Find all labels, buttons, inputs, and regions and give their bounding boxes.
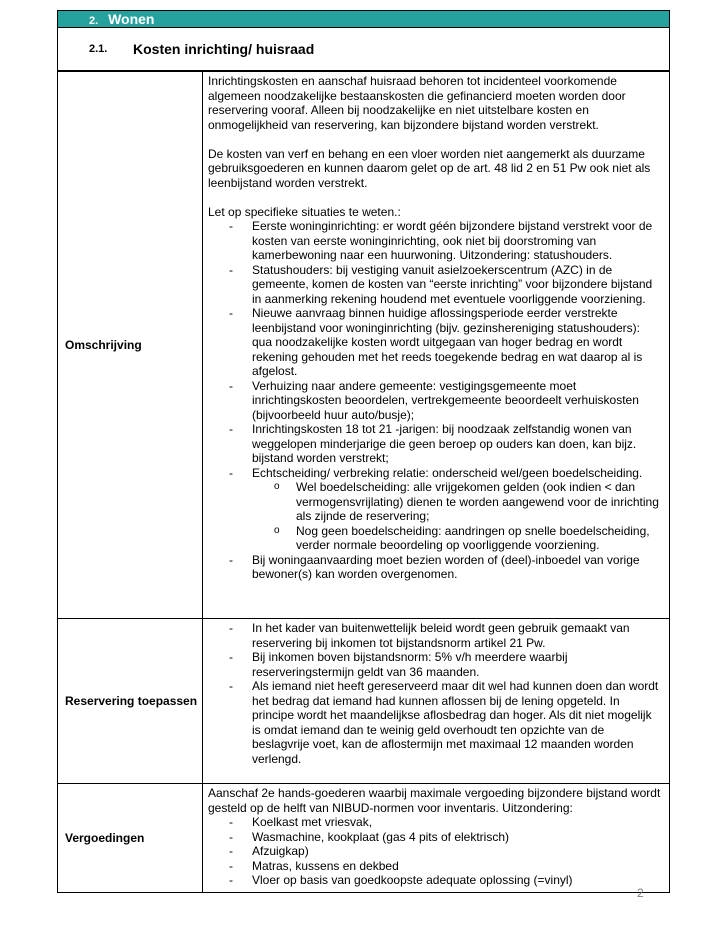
list-item: - Bij inkomen boven bijstandsnorm: 5% v/h meerdere waarbij reserveringstermijn geldt van 36 maanden.: [208, 650, 663, 679]
list-item: - Inrichtingskosten 18 tot 21 -jarigen: bij noodzaak zelfstandig wonen van weggelopen minderjarige die geen beroep op ouders kan doen, kan bijz. bijstand worden verstrekt;: [208, 422, 663, 466]
list-item: - Bij woningaanvaarding moet bezien worden of (deel)-inboedel van vorige bewoner(s) kan worden overgenomen.: [208, 553, 663, 582]
policy-table: [57, 71, 670, 893]
paragraph: Let op specifieke situaties te weten.:: [208, 204, 401, 219]
list-item: - Vloer op basis van goedkoopste adequate oplossing (=vinyl): [208, 873, 663, 888]
list-item: - Statushouders: bij vestiging vanuit asielzoekerscentrum (AZC) in de gemeente, komen de kosten van “eerste inrichting” voor bijzondere bijstand in aanmerking rekening houdend met eventuele voorliggende voorziening.: [208, 263, 663, 307]
sub-list-item: o Nog geen boedelscheiding: aandringen op snelle boedelscheiding, verder normale beoordeling op voorliggende voorziening.: [252, 524, 663, 553]
paragraph: De kosten van verf en behang en een vloer worden niet aangemerkt als duurzame gebruiksgoederen en kunnen daarom gelet op de art. 48 lid 2 en 51 Pw ook niet als leenbijstand worden verstrekt.: [208, 146, 651, 190]
table-row-omschrijving: [58, 72, 670, 619]
list-item: - Afzuigkap): [208, 844, 663, 859]
situation-list: [208, 219, 663, 582]
list-item: - Koelkast met vriesvak,: [208, 815, 663, 830]
row-label: Vergoedingen: [58, 784, 203, 893]
list-item: - Als iemand niet heeft gereserveerd maar dit wel had kunnen doen dan wordt het bedrag dat iemand had kunnen aflossen bij de lening opgeteld. In principe wordt het maandelijkse aflosbedrag dan hoger. Als dit niet mogelijk is omdat iemand dan te weinig geld overhoudt ten opzichte van de beslagvrije voet, kan de aflostermijn met maximaal 12 maanden worden verlengd.: [208, 679, 663, 766]
chapter-title: Wonen: [108, 11, 155, 27]
row-content: [203, 619, 670, 784]
row-content: [203, 784, 670, 893]
list-item-text: Echtscheiding/ verbreking relatie: onderscheid wel/geen boedelscheiding.: [252, 465, 643, 480]
list-item: - Eerste woninginrichting: er wordt géén bijzondere bijstand verstrekt voor de kosten van eerste woninginrichting, ook niet bij doorstroming van kamerbewoning naar een huurwoning. Uitzondering: statushouders.: [208, 219, 663, 263]
reservering-list: [208, 621, 663, 766]
sub-list-item: o Wel boedelscheiding: alle vrijgekomen gelden (ook indien < dan vermogensvrijlating) dienen te worden aangewend voor de inrichting als zijnde de reservering;: [252, 480, 663, 524]
paragraph: Aanschaf 2e hands-goederen waarbij maximale vergoeding bijzondere bijstand wordt gesteld op de helft van NIBUD-normen voor inventaris. Uitzondering:: [208, 786, 661, 815]
document-page: [57, 10, 670, 893]
section-heading: [57, 28, 670, 71]
sub-list: [252, 480, 663, 553]
row-label: Reservering toepassen: [58, 619, 203, 784]
list-item: - Matras, kussens en dekbed: [208, 859, 663, 874]
table-row-vergoedingen: [58, 784, 670, 893]
list-item: - In het kader van buitenwettelijk beleid wordt geen gebruik gemaakt van reservering bij inkomen tot bijstandsnorm artikel 21 Pw.: [208, 621, 663, 650]
section-number: 2.1.: [89, 43, 108, 55]
exception-list: [208, 815, 663, 888]
chapter-number: 2.: [89, 15, 99, 27]
list-item: - Nieuwe aanvraag binnen huidige aflossingsperiode eerder verstrekte leenbijstand voor woninginrichting (bijv. gezinshereniging statushouders): qua noodzakelijke kosten wordt uitgegaan van hoger bedrag en wordt rekening gehouden met het reeds toegekende bedrag en wat daarop al is afgelost.: [208, 306, 663, 379]
list-item-with-sublist: [208, 466, 663, 553]
row-content: [203, 72, 670, 619]
chapter-heading: [57, 10, 670, 28]
page-number: 2: [637, 886, 644, 900]
row-label: Omschrijving: [58, 72, 203, 619]
list-item: - Verhuizing naar andere gemeente: vestigingsgemeente moet inrichtingskosten beoordelen, vertrekgemeente beoordeelt verhuiskosten (bijvoorbeeld huur auto/busje);: [208, 379, 663, 423]
table-row-reservering: [58, 619, 670, 784]
list-item: - Wasmachine, kookplaat (gas 4 pits of elektrisch): [208, 830, 663, 845]
section-title: Kosten inrichting/ huisraad: [133, 41, 315, 57]
paragraph: Inrichtingskosten en aanschaf huisraad behoren tot incidenteel voorkomende algemeen noodzakelijke bestaanskosten die gefinancierd moeten worden door reservering vooraf. Alleen bij noodzakelijke en niet uitstelbare kosten en onmogelijkheid van reservering, kan bijzondere bijstand worden verstrekt.: [208, 74, 626, 132]
